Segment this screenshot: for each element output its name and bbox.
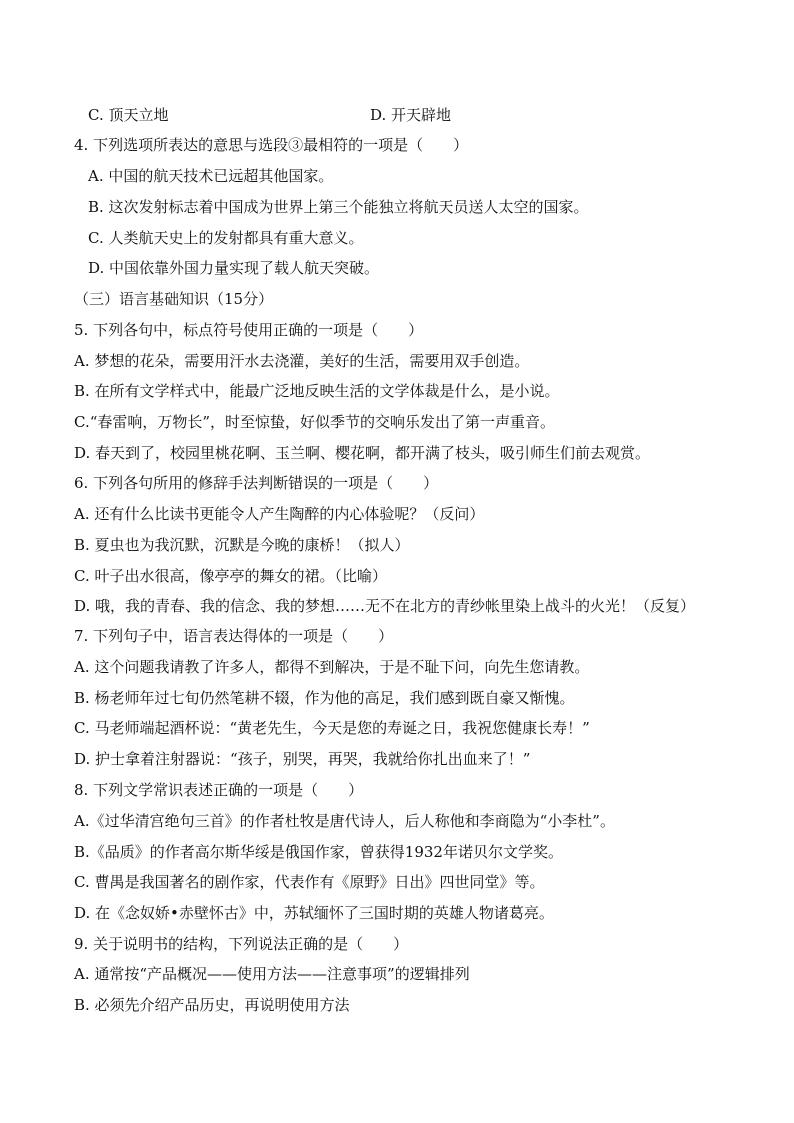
q6-option-d: D. 哦，我的青春、我的信念、我的梦想……无不在北方的青纱帐里染上战斗的火光！（反复） bbox=[74, 597, 696, 615]
q9-stem: 9. 关于说明书的结构，下列说法正确的是（ ） bbox=[74, 935, 409, 953]
q4-option-b: B. 这次发射标志着中国成为世界上第三个能独立将航天员送人太空的国家。 bbox=[88, 198, 589, 216]
q5-option-d: D. 春天到了，校园里桃花啊、玉兰啊、樱花啊，都开满了枝头，吸引师生们前去观赏。 bbox=[74, 444, 651, 462]
q5-option-c: C.“春雷响，万物长”，时至惊蛰，好似季节的交响乐发出了第一声重音。 bbox=[74, 413, 556, 431]
q8-stem: 8. 下列文学常识表述正确的一项是（ ） bbox=[74, 781, 364, 799]
q4-option-c: C. 人类航天史上的发射都具有重大意义。 bbox=[88, 229, 364, 247]
q8-option-c: C. 曹禺是我国著名的剧作家，代表作有《原野》日出》四世同堂》等。 bbox=[74, 873, 545, 891]
q9-option-b: B. 必须先介绍产品历史，再说明使用方法 bbox=[74, 996, 350, 1014]
q9-option-a: A. 通常按“产品概况——使用方法——注意事项”的逻辑排列 bbox=[74, 965, 470, 983]
q8-option-a: A.《过华清宫绝句三首》的作者杜牧是唐代诗人，后人称他和李商隐为“小李杜”。 bbox=[74, 812, 615, 830]
q7-option-a: A. 这个问题我请教了许多人，都得不到解决，于是不耻下问，向先生您请教。 bbox=[74, 658, 590, 676]
q6-option-c: C. 叶子出水很高，像亭亭的舞女的裙。（比喻） bbox=[74, 567, 387, 585]
q6-stem: 6. 下列各句所用的修辞手法判断错误的一项是（ ） bbox=[74, 474, 439, 492]
q7-stem: 7. 下列句子中，语言表达得体的一项是（ ） bbox=[74, 627, 394, 645]
q7-option-c: C. 马老师端起酒杯说：“黄老先生，今天是您的寿诞之日，我祝您健康长寿！” bbox=[74, 719, 590, 737]
q5-option-b: B. 在所有文学样式中，能最广泛地反映生活的文学体裁是什么，是小说。 bbox=[74, 382, 560, 400]
q6-option-b: B. 夏虫也为我沉默，沉默是今晚的康桥！（拟人） bbox=[74, 536, 410, 554]
q4-option-a: A. 中国的航天技术已远超其他国家。 bbox=[88, 167, 334, 185]
q7-option-b: B. 杨老师年过七旬仍然笔耕不辍，作为他的高足，我们感到既自豪又惭愧。 bbox=[74, 689, 575, 707]
q8-option-d: D. 在《念奴娇•赤壁怀古》中，苏轼缅怀了三国时期的英雄人物诸葛亮。 bbox=[74, 904, 554, 922]
q3-option-d: D. 开天辟地 bbox=[370, 106, 452, 124]
q4-stem: 4. 下列选项所表达的意思与选段③最相符的一项是（ ） bbox=[74, 136, 469, 154]
q8-option-b: B.《品质》的作者高尔斯华绥是俄国作家，曾获得1932年诺贝尔文学奖。 bbox=[74, 843, 563, 861]
q3-options-row bbox=[88, 105, 452, 125]
q7-option-d: D. 护士拿着注射器说：“孩子，别哭，再哭，我就给你扎出血来了！” bbox=[74, 750, 531, 768]
q4-option-d: D. 中国依靠外国力量实现了载人航天突破。 bbox=[88, 259, 380, 277]
q3-option-c: C. 顶天立地 bbox=[88, 106, 169, 124]
q5-option-a: A. 梦想的花朵，需要用汗水去浇灌，美好的生活，需要用双手创造。 bbox=[74, 352, 530, 370]
section-heading: （三）语言基础知识（15分） bbox=[74, 290, 274, 308]
q6-option-a: A. 还有什么比读书更能令人产生陶醉的内心体验呢？（反问） bbox=[74, 505, 485, 523]
q5-stem: 5. 下列各句中，标点符号使用正确的一项是（ ） bbox=[74, 321, 424, 339]
